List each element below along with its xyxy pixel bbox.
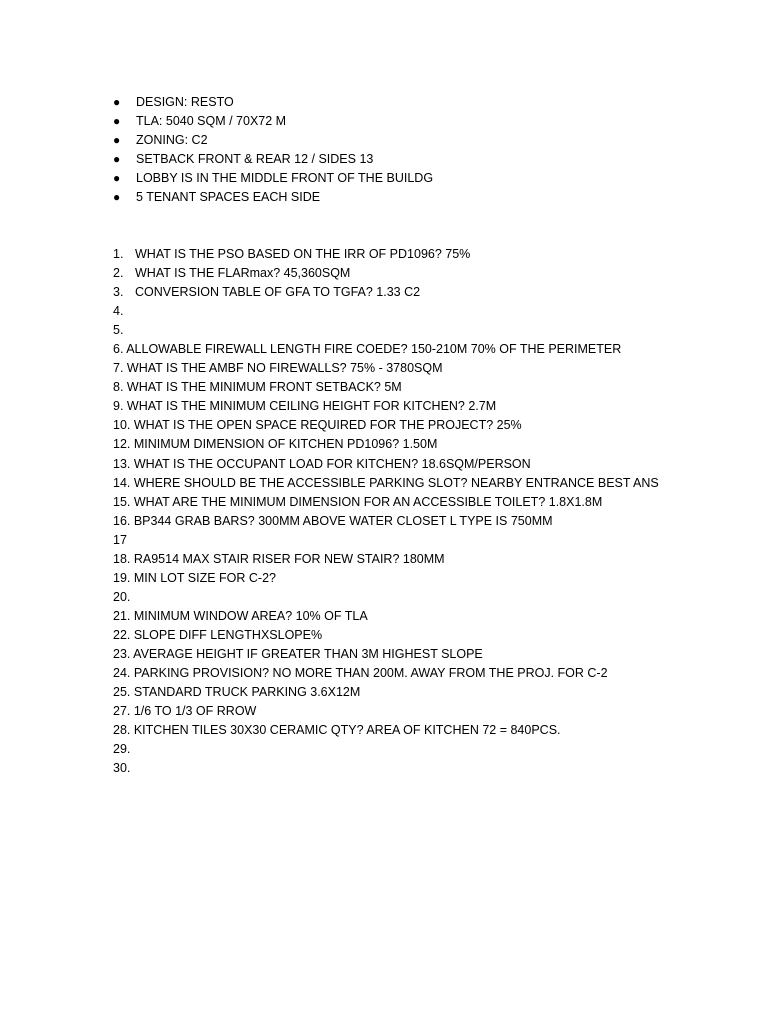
bullet-item [112, 112, 433, 131]
question-item [113, 264, 659, 283]
question-line: 30. [113, 761, 131, 776]
question-item [113, 302, 659, 321]
bullet-text: LOBBY IS IN THE MIDDLE FRONT OF THE BUILDG [136, 171, 434, 185]
question-line: 7. WHAT IS THE AMBF NO FIREWALLS? 75% - 3780SQM [113, 361, 443, 376]
bullet-list [112, 93, 433, 207]
bullet-text: DESIGN: RESTO [136, 95, 234, 109]
question-item [113, 283, 659, 302]
question-list [113, 245, 659, 778]
question-number: 4. [113, 304, 124, 319]
question-line: 27. 1/6 TO 1/3 OF RROW [113, 704, 257, 719]
question-number: 5. [113, 323, 124, 338]
question-line: 28. KITCHEN TILES 30X30 CERAMIC QTY? AREA OF KITCHEN 72 = 840PCS. [113, 723, 561, 738]
question-line: 29. [113, 742, 131, 757]
question-line: 20. [113, 589, 131, 604]
bullet-icon: ● [113, 152, 121, 166]
question-line: 9. WHAT IS THE MINIMUM CEILING HEIGHT FOR KITCHEN? 2.7M [113, 399, 497, 414]
question-text: WHAT IS THE FLARmax? 45,360SQM [135, 266, 351, 281]
question-number: 1. [113, 247, 124, 261]
question-line: 10. WHAT IS THE OPEN SPACE REQUIRED FOR THE PROJECT? 25% [113, 418, 522, 433]
question-line: 15. WHAT ARE THE MINIMUM DIMENSION FOR AN ACCESSIBLE TOILET? 1.8X1.8M [113, 494, 603, 509]
bullet-item [112, 131, 433, 150]
bullet-text: 5 TENANT SPACES EACH SIDE [136, 190, 321, 204]
question-line: 17 [113, 532, 127, 547]
question-line: 23. AVERAGE HEIGHT IF GREATER THAN 3M HIGHEST SLOPE [113, 646, 483, 661]
question-line: 18. RA9514 MAX STAIR RISER FOR NEW STAIR? 180MM [113, 551, 445, 566]
bullet-item [112, 93, 433, 112]
question-item [113, 245, 659, 264]
question-line: 13. WHAT IS THE OCCUPANT LOAD FOR KITCHEN? 18.6SQM/PERSON [113, 456, 531, 471]
bullet-text: TLA: 5040 SQM / 70X72 M [136, 114, 287, 128]
question-line: 22. SLOPE DIFF LENGTHXSLOPE% [113, 627, 323, 642]
bullet-item [112, 188, 433, 207]
question-line: 24. PARKING PROVISION? NO MORE THAN 200M. AWAY FROM THE PROJ. FOR C-2 [113, 666, 608, 681]
question-number: 2. [113, 266, 124, 281]
question-text: WHAT IS THE PSO BASED ON THE IRR OF PD1096? 75% [135, 247, 471, 261]
question-line: 21. MINIMUM WINDOW AREA? 10% OF TLA [113, 608, 368, 623]
bullet-icon: ● [113, 171, 121, 185]
question-line: 16. BP344 GRAB BARS? 300MM ABOVE WATER CLOSET L TYPE IS 750MM [113, 513, 553, 528]
bullet-icon: ● [113, 95, 121, 109]
question-line: 14. WHERE SHOULD BE THE ACCESSIBLE PARKING SLOT? NEARBY ENTRANCE BEST ANS [113, 475, 659, 490]
bullet-icon: ● [113, 133, 121, 147]
bullet-item [112, 150, 433, 169]
question-item [113, 321, 659, 340]
bullet-item [112, 169, 433, 188]
bullet-text: ZONING: C2 [136, 133, 208, 147]
question-number: 3. [113, 285, 124, 300]
question-line: 19. MIN LOT SIZE FOR C-2? [113, 570, 277, 585]
question-line: 8. WHAT IS THE MINIMUM FRONT SETBACK? 5M [113, 380, 402, 395]
question-line: 25. STANDARD TRUCK PARKING 3.6X12M [113, 685, 361, 700]
bullet-icon: ● [113, 114, 121, 128]
question-text: CONVERSION TABLE OF GFA TO TGFA? 1.33 C2 [135, 285, 421, 300]
question-line: 12. MINIMUM DIMENSION OF KITCHEN PD1096? 1.50M [113, 437, 438, 452]
bullet-text: SETBACK FRONT & REAR 12 / SIDES 13 [136, 152, 374, 166]
bullet-icon: ● [113, 190, 121, 204]
question-line: 6. ALLOWABLE FIREWALL LENGTH FIRE COEDE? 150-210M 70% OF THE PERIMETER [113, 342, 622, 357]
